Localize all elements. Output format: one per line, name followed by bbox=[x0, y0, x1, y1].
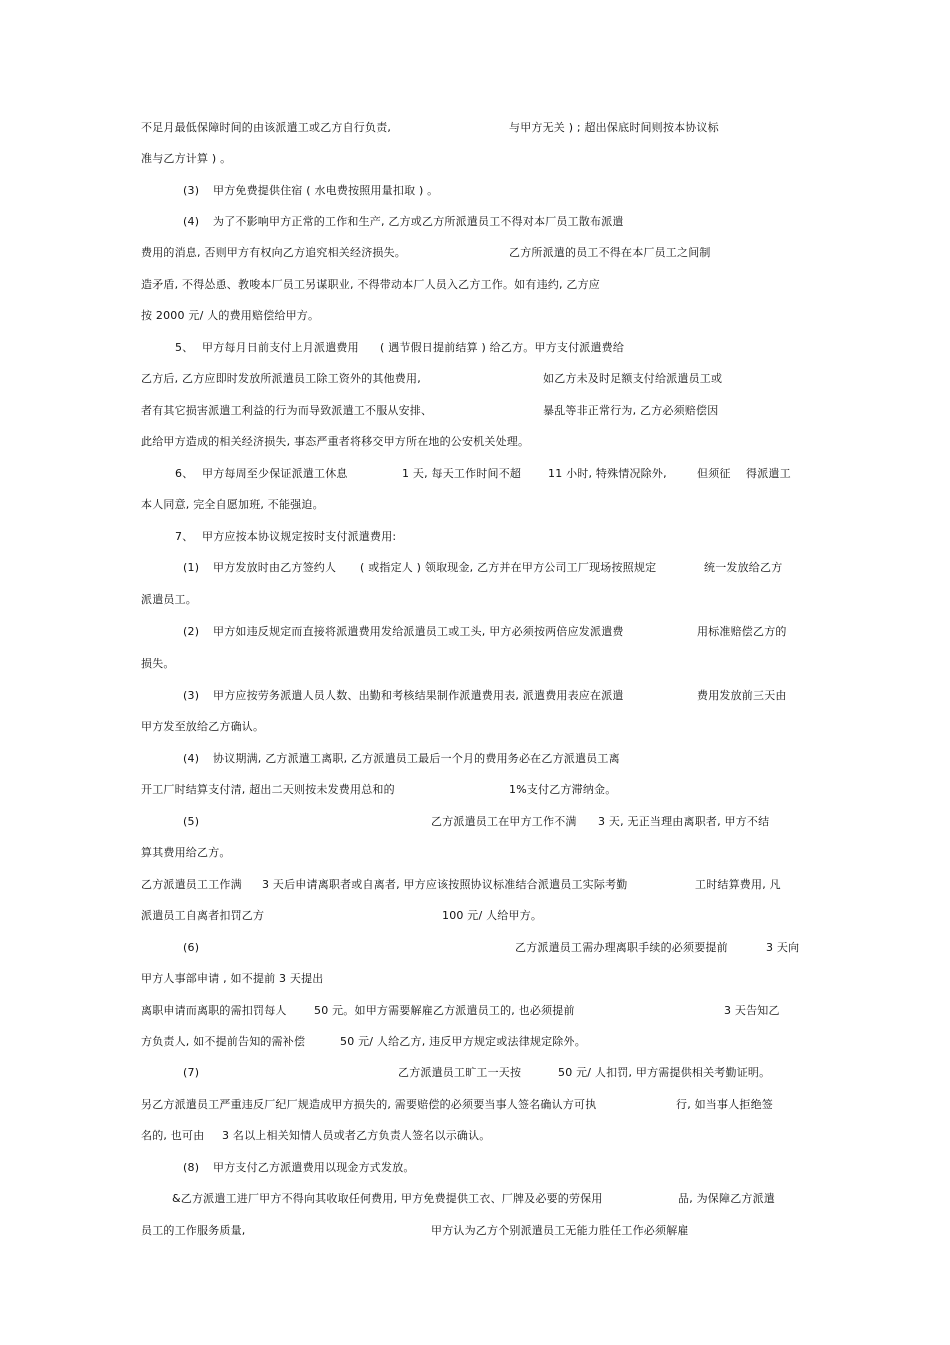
text-line: 1%支付乙方滞纳金。 bbox=[509, 783, 617, 796]
text-line: 50 元。如甲方需要解雇乙方派遣员工的, 也必须提前 bbox=[314, 1004, 575, 1017]
text-line: 派遣员工。 bbox=[141, 593, 197, 606]
text-line: 协议期满, 乙方派遣工离职, 乙方派遣员工最后一个月的费用务必在乙方派遣员工离 bbox=[213, 752, 620, 765]
text-line: 名的, 也可由 bbox=[141, 1129, 205, 1142]
text-line: (2) bbox=[183, 625, 200, 638]
text-line: 乙方派遣员工在甲方工作不满 bbox=[431, 815, 577, 828]
text-line: 3 天后申请离职者或自离者, 甲方应该按照协议标准结合派遣员工实际考勤 bbox=[262, 878, 628, 891]
text-line: 损失。 bbox=[141, 657, 175, 670]
text-line: 50 元/ 人扣罚, 甲方需提供相关考勤证明。 bbox=[558, 1066, 771, 1079]
text-line: 准与乙方计算 ) 。 bbox=[141, 152, 232, 165]
text-line: 乙方后, 乙方应即时发放所派遣员工除工资外的其他费用, bbox=[141, 372, 421, 385]
text-line: 另乙方派遣员工严重违反厂纪厂规造成甲方损失的, 需要赔偿的必须要当事人签名确认方可执 bbox=[141, 1098, 597, 1111]
text-line: (4) bbox=[183, 752, 200, 765]
text-line: 费用的消息, 否则甲方有权向乙方追究相关经济损失。 bbox=[141, 246, 406, 259]
text-line: 费用发放前三天由 bbox=[697, 689, 787, 702]
text-line: (3) bbox=[183, 184, 200, 197]
text-line: 与甲方无关 ) ; 超出保底时间则按本协议标 bbox=[509, 121, 719, 134]
text-line: 乙方派遣员工工作满 bbox=[141, 878, 242, 891]
text-line: 甲方应按劳务派遣人员人数、出勤和考核结果制作派遣费用表, 派遣费用表应在派遣 bbox=[213, 689, 624, 702]
text-line: 此给甲方造成的相关经济损失, 事态严重者将移交甲方所在地的公安机关处理。 bbox=[141, 435, 530, 448]
text-line: 甲方支付乙方派遣费用以现金方式发放。 bbox=[213, 1161, 415, 1174]
text-line: (8) bbox=[183, 1161, 200, 1174]
text-line: 甲方免费提供住宿 ( 水电费按照用量扣取 ) 。 bbox=[213, 184, 439, 197]
text-line: 乙方所派遣的员工不得在本厂员工之间制 bbox=[509, 246, 711, 259]
text-line: 甲方如违反规定而直接将派遣费用发给派遣员工或工头, 甲方必须按两倍应发派遣费 bbox=[213, 625, 624, 638]
text-line: 3 名以上相关知情人员或者乙方负责人签名以示确认。 bbox=[222, 1129, 491, 1142]
text-line: 甲方发放时由乙方签约人 bbox=[213, 561, 337, 574]
text-line: &乙方派遣工进厂甲方不得向其收取任何费用, 甲方免费提供工衣、厂牌及必要的劳保用 bbox=[172, 1192, 603, 1205]
text-line: 算其费用给乙方。 bbox=[141, 846, 231, 859]
text-line: 行, 如当事人拒绝签 bbox=[676, 1098, 773, 1111]
text-line: 3 天告知乙 bbox=[724, 1004, 780, 1017]
text-line: 本人同意, 完全自愿加班, 不能强迫。 bbox=[141, 498, 324, 511]
text-line: 甲方人事部申请 , 如不提前 3 天提出 bbox=[141, 972, 324, 985]
text-line: 者有其它损害派遣工利益的行为而导致派遣工不服从安排、 bbox=[141, 404, 433, 417]
text-line: 甲方发至放给乙方确认。 bbox=[141, 720, 265, 733]
text-line: 按 2000 元/ 人的费用赔偿给甲方。 bbox=[141, 309, 320, 322]
text-line: 甲方应按本协议规定按时支付派遣费用: bbox=[202, 530, 397, 543]
text-line: 3 天, 无正当理由离职者, 甲方不结 bbox=[598, 815, 770, 828]
text-line: 员工的工作服务质量, bbox=[141, 1224, 246, 1237]
text-line: 暴乱等非正常行为, 乙方必须赔偿因 bbox=[543, 404, 719, 417]
text-line: (7) bbox=[183, 1066, 200, 1079]
text-line: 为了不影响甲方正常的工作和生产, 乙方或乙方所派遣员工不得对本厂员工散布派遣 bbox=[213, 215, 624, 228]
text-line: 如乙方未及时足额支付给派遣员工或 bbox=[543, 372, 723, 385]
text-line: 100 元/ 人给甲方。 bbox=[442, 909, 543, 922]
text-line: 方负责人, 如不提前告知的需补偿 bbox=[141, 1035, 306, 1048]
text-line: 乙方派遣员工需办理离职手续的必须要提前 bbox=[515, 941, 728, 954]
text-line: 品, 为保障乙方派遣 bbox=[678, 1192, 775, 1205]
text-line: 甲方每月日前支付上月派遣费用 bbox=[202, 341, 359, 354]
text-line: 不足月最低保障时间的由该派遣工或乙方自行负责, bbox=[141, 121, 392, 134]
text-line: (6) bbox=[183, 941, 200, 954]
text-line: (1) bbox=[183, 561, 200, 574]
text-line: 11 小时, 特殊情况除外, bbox=[548, 467, 667, 480]
text-line: 得派遣工 bbox=[746, 467, 791, 480]
text-line: 开工厂时结算支付清, 超出二天则按未发费用总和的 bbox=[141, 783, 395, 796]
text-line: 50 元/ 人给乙方, 违反甲方规定或法律规定除外。 bbox=[340, 1035, 586, 1048]
text-line: ( 遇节假日提前结算 ) 给乙方。甲方支付派遣费给 bbox=[380, 341, 625, 354]
text-line: 离职申请而离职的需扣罚每人 bbox=[141, 1004, 287, 1017]
text-line: 用标准赔偿乙方的 bbox=[697, 625, 787, 638]
text-line: ( 或指定人 ) 领取现金, 乙方并在甲方公司工厂现场按照规定 bbox=[360, 561, 657, 574]
text-line: 5、 bbox=[175, 341, 194, 354]
text-line: 甲方认为乙方个别派遣员工无能力胜任工作必须解雇 bbox=[431, 1224, 689, 1237]
text-line: 乙方派遣员工旷工一天按 bbox=[398, 1066, 522, 1079]
text-line: (5) bbox=[183, 815, 200, 828]
text-line: 统一发放给乙方 bbox=[704, 561, 783, 574]
text-line: 但须征 bbox=[697, 467, 731, 480]
text-line: 甲方每周至少保证派遣工休息 bbox=[202, 467, 348, 480]
text-line: 1 天, 每天工作时间不超 bbox=[402, 467, 522, 480]
text-line: 造矛盾, 不得怂恿、教唆本厂员工另谋职业, 不得带动本厂人员入乙方工作。如有违约, 乙方应 bbox=[141, 278, 600, 291]
text-line: 派遣员工自离者扣罚乙方 bbox=[141, 909, 265, 922]
text-line: 3 天向 bbox=[766, 941, 800, 954]
text-line: (3) bbox=[183, 689, 200, 702]
text-line: 工时结算费用, 凡 bbox=[695, 878, 781, 891]
text-line: 6、 bbox=[175, 467, 194, 480]
text-line: 7、 bbox=[175, 530, 194, 543]
text-line: (4) bbox=[183, 215, 200, 228]
